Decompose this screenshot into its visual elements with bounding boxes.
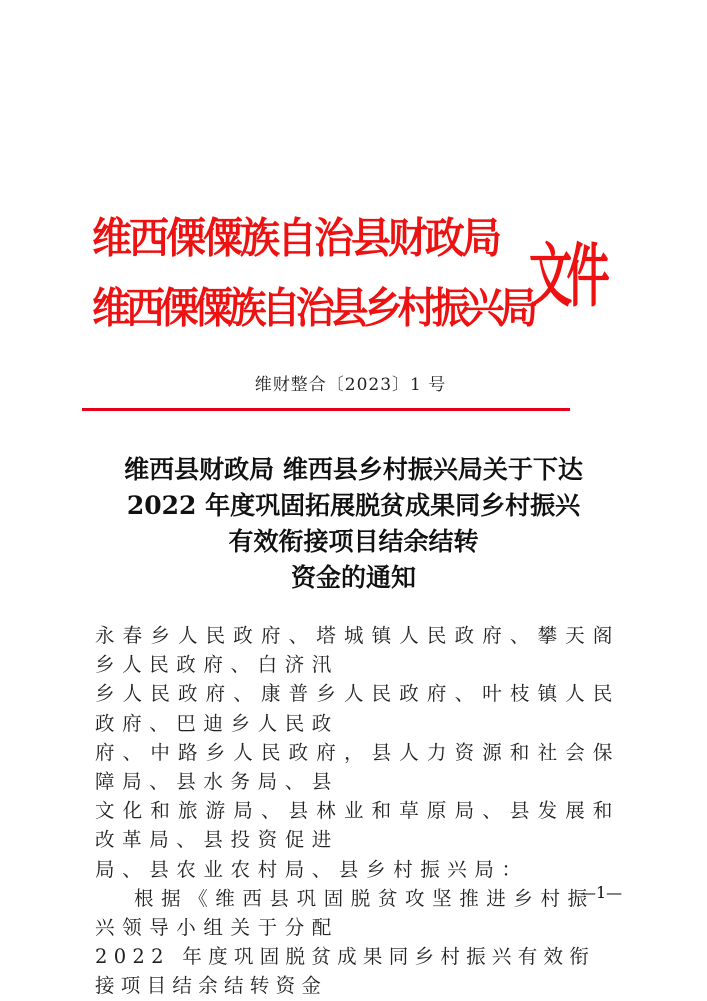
addressees-line: 府、中路乡人民政府，县人力资源和社会保障局、县水务局、县 [95, 740, 620, 794]
red-masthead [92, 212, 622, 342]
addressees-line: 乡人民政府、康普乡人民政府、叶枝镇人民政府、巴迪乡人民政 [95, 682, 620, 735]
body-paragraph [95, 883, 623, 1001]
masthead-issuer-finance-bureau: 维西傈僳族自治县财政局 [92, 213, 499, 264]
title-line-2: 2022 年度巩固拓展脱贫成果同乡村振兴 [126, 491, 581, 520]
page-number: —1— [580, 883, 623, 902]
title-line-1: 维西县财政局 维西县乡村振兴局关于下达 [124, 455, 583, 484]
document-number [0, 374, 707, 396]
addressees-block [95, 621, 620, 884]
document-number-text: 维财整合〔2023〕1 号 [254, 375, 447, 395]
addressees-line: 文化和旅游局、县林业和草原局、县发展和改革局、县投资促进 [95, 799, 620, 852]
title-line-3: 有效衔接项目结余结转 [228, 527, 479, 556]
document-body [95, 621, 623, 1001]
document-title [0, 452, 707, 596]
masthead-suffix-document: 文件 [529, 236, 604, 317]
red-divider-rule [82, 408, 570, 411]
title-line-4: 资金的通知 [290, 563, 416, 592]
body-line: 根据《维西县巩固脱贫攻坚推进乡村振兴领导小组关于分配 [95, 886, 595, 940]
addressees-line: 局、县农业农村局、县乡村振兴局： [95, 857, 529, 881]
addressees-line: 永春乡人民政府、塔城镇人民政府、攀天阁乡人民政府、白济汛 [95, 624, 620, 677]
masthead-issuer-rural-revitalization-bureau: 维西傈僳族自治县乡村振兴局 [92, 283, 534, 334]
body-line: 2022 年度巩固脱贫成果同乡村振兴有效衔接项目结余结转资金 [95, 945, 596, 998]
